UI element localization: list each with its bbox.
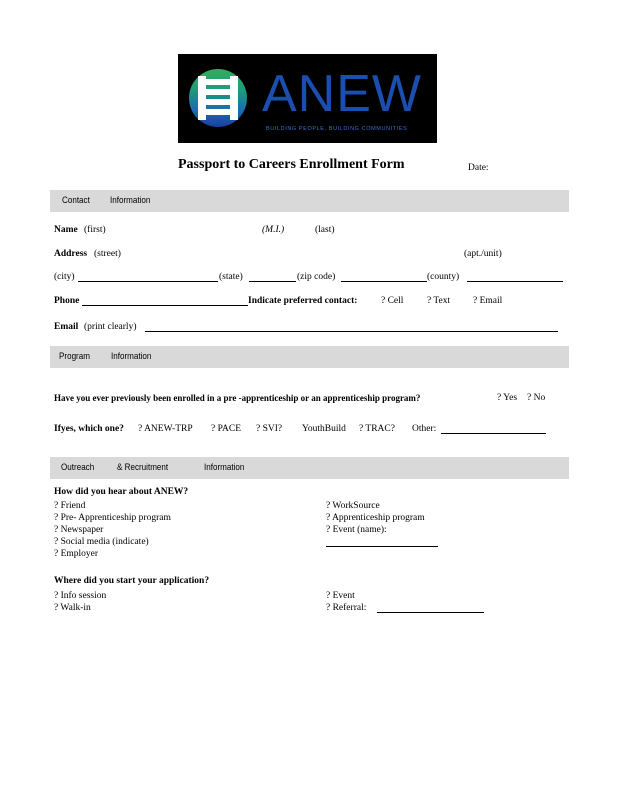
start-application-question: Where did you start your application? <box>54 576 210 586</box>
hear-employer-checkbox[interactable]: ? Employer <box>54 549 99 559</box>
hear-friend-checkbox[interactable]: ? Friend <box>54 501 86 511</box>
previous-enrollment-question: Have you ever previously been enrolled in a pre -apprenticeship or an apprenticeship program? <box>54 393 421 403</box>
address-street-field[interactable]: (street) <box>94 249 121 259</box>
contact-email-checkbox[interactable]: ? Email <box>473 296 503 306</box>
county-field[interactable] <box>467 281 563 282</box>
city-field[interactable] <box>78 281 218 282</box>
program-other-label: Other: <box>412 424 437 434</box>
address-apt-field[interactable]: (apt./unit) <box>464 249 502 259</box>
hear-social-media-checkbox[interactable]: ? Social media (indicate) <box>54 537 149 547</box>
start-event-checkbox[interactable]: ? Event <box>326 591 355 601</box>
preferred-contact-label: Indicate preferred contact: <box>248 296 358 306</box>
zip-field[interactable] <box>341 281 427 282</box>
anew-logo <box>178 54 437 143</box>
city-label: (city) <box>54 272 75 282</box>
referral-field[interactable] <box>377 612 484 613</box>
which-program-label: Ifyes, which one? <box>54 424 124 434</box>
start-info-session-checkbox[interactable]: ? Info session <box>54 591 107 601</box>
state-field[interactable] <box>249 281 296 282</box>
start-referral-checkbox[interactable]: ? Referral: <box>326 603 367 613</box>
program-trac-checkbox[interactable]: ? TRAC? <box>359 424 395 434</box>
program-youthbuild-checkbox[interactable]: YouthBuild <box>302 424 346 434</box>
date-label: Date: <box>468 163 489 173</box>
name-first-field[interactable]: (first) <box>84 225 106 235</box>
hear-newspaper-checkbox[interactable]: ? Newspaper <box>54 525 104 535</box>
phone-label: Phone <box>54 296 80 306</box>
program-svi-checkbox[interactable]: ? SVI? <box>256 424 283 434</box>
email-hint: (print clearly) <box>84 322 137 332</box>
contact-cell-checkbox[interactable]: ? Cell <box>381 296 404 306</box>
hear-event-name-field[interactable] <box>326 546 438 547</box>
name-last-field[interactable]: (last) <box>315 225 335 235</box>
email-label: Email <box>54 322 79 332</box>
hear-worksource-checkbox[interactable]: ? WorkSource <box>326 501 380 511</box>
logo-wordmark: ANEW <box>262 65 422 123</box>
phone-field[interactable] <box>82 305 248 306</box>
county-label: (county) <box>427 272 460 282</box>
section-contact: Contact Information <box>50 190 569 212</box>
zip-label: (zip code) <box>297 272 336 282</box>
name-mi-field[interactable]: (M.I.) <box>262 225 285 235</box>
program-anew-trp-checkbox[interactable]: ? ANEW-TRP <box>138 424 193 434</box>
address-label: Address <box>54 249 88 259</box>
start-walk-in-checkbox[interactable]: ? Walk-in <box>54 603 91 613</box>
form-title: Passport to Careers Enrollment Form <box>178 157 405 172</box>
logo-tagline: BUILDING PEOPLE, BUILDING COMMUNITIES <box>266 126 408 132</box>
enrolled-no-checkbox[interactable]: ? No <box>527 393 546 403</box>
hear-apprenticeship-checkbox[interactable]: ? Apprenticeship program <box>326 513 425 523</box>
hear-pre-apprenticeship-checkbox[interactable]: ? Pre- Apprenticeship program <box>54 513 171 523</box>
program-pace-checkbox[interactable]: ? PACE <box>211 424 242 434</box>
hear-event-checkbox[interactable]: ? Event (name): <box>326 525 387 535</box>
section-program: Program Information <box>50 346 569 368</box>
section-outreach: Outreach & Recruitment Information <box>50 457 569 479</box>
ladder-emblem-icon <box>189 69 247 127</box>
contact-text-checkbox[interactable]: ? Text <box>427 296 451 306</box>
program-other-field[interactable] <box>441 433 546 434</box>
state-label: (state) <box>219 272 243 282</box>
email-field[interactable] <box>145 331 558 332</box>
enrolled-yes-checkbox[interactable]: ? Yes <box>497 393 518 403</box>
name-label: Name <box>54 225 78 235</box>
hear-about-question: How did you hear about ANEW? <box>54 487 189 497</box>
